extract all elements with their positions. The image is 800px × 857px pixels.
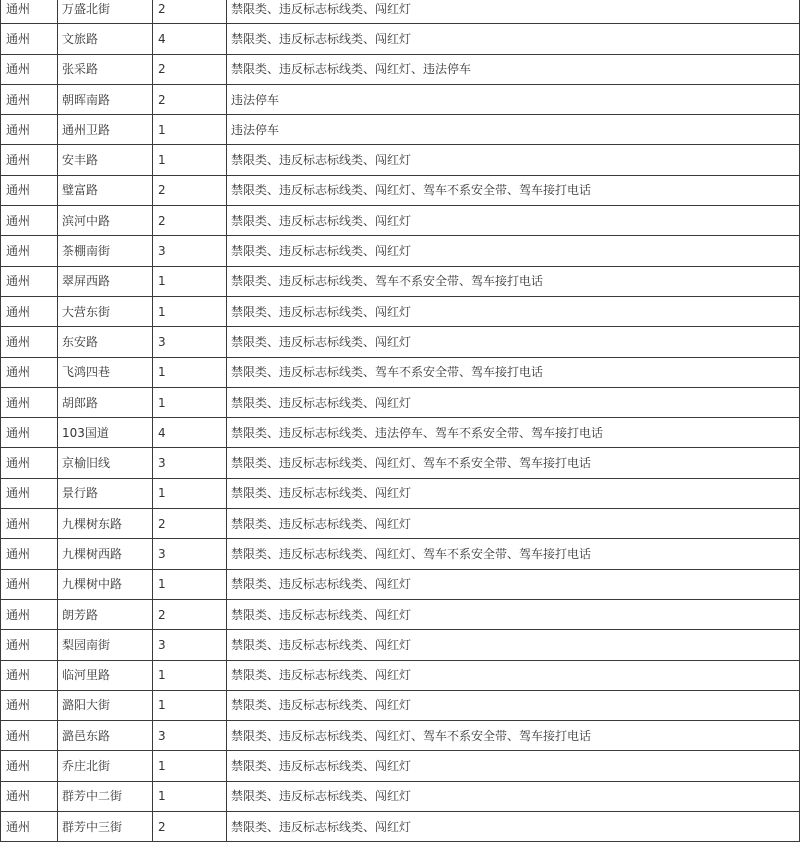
violation-types-cell: 禁限类、违反标志标线类、闯红灯	[227, 145, 800, 175]
count-cell: 2	[153, 175, 227, 205]
count-cell: 1	[153, 660, 227, 690]
count-cell: 1	[153, 357, 227, 387]
road-name-cell: 滨河中路	[58, 206, 153, 236]
count-cell: 1	[153, 781, 227, 811]
table-row	[1, 660, 800, 690]
count-cell: 3	[153, 236, 227, 266]
district-cell: 通州	[1, 266, 58, 296]
table-row	[1, 812, 800, 842]
violation-types-cell: 禁限类、违反标志标线类、驾车不系安全带、驾车接打电话	[227, 357, 800, 387]
violation-types-cell: 禁限类、违反标志标线类、闯红灯、驾车不系安全带、驾车接打电话	[227, 721, 800, 751]
count-cell: 1	[153, 115, 227, 145]
count-cell: 2	[153, 812, 227, 842]
road-name-cell: 群芳中三街	[58, 812, 153, 842]
violation-types-cell: 禁限类、违反标志标线类、闯红灯	[227, 630, 800, 660]
violation-types-cell: 禁限类、违反标志标线类、闯红灯	[227, 236, 800, 266]
district-cell: 通州	[1, 145, 58, 175]
district-cell: 通州	[1, 539, 58, 569]
count-cell: 2	[153, 599, 227, 629]
violation-types-cell: 禁限类、违反标志标线类、驾车不系安全带、驾车接打电话	[227, 266, 800, 296]
count-cell: 3	[153, 721, 227, 751]
violation-types-cell: 违法停车	[227, 84, 800, 114]
count-cell: 4	[153, 24, 227, 54]
road-name-cell: 潞阳大街	[58, 690, 153, 720]
violation-types-cell: 禁限类、违反标志标线类、闯红灯	[227, 387, 800, 417]
violation-types-cell: 禁限类、违反标志标线类、闯红灯	[227, 296, 800, 326]
district-cell: 通州	[1, 599, 58, 629]
violation-types-cell: 禁限类、违反标志标线类、闯红灯	[227, 24, 800, 54]
road-name-cell: 张采路	[58, 54, 153, 84]
district-cell: 通州	[1, 236, 58, 266]
road-name-cell: 茶棚南街	[58, 236, 153, 266]
table-row	[1, 721, 800, 751]
district-cell: 通州	[1, 690, 58, 720]
count-cell: 1	[153, 478, 227, 508]
table-row	[1, 24, 800, 54]
road-name-cell: 京榆旧线	[58, 448, 153, 478]
table-row	[1, 418, 800, 448]
table-row	[1, 630, 800, 660]
count-cell: 1	[153, 266, 227, 296]
district-cell: 通州	[1, 751, 58, 781]
count-cell: 1	[153, 145, 227, 175]
road-name-cell: 群芳中二街	[58, 781, 153, 811]
table-row	[1, 206, 800, 236]
violation-types-cell: 禁限类、违反标志标线类、闯红灯	[227, 509, 800, 539]
table-row	[1, 599, 800, 629]
district-cell: 通州	[1, 812, 58, 842]
road-name-cell: 安丰路	[58, 145, 153, 175]
district-cell: 通州	[1, 387, 58, 417]
table-row	[1, 387, 800, 417]
count-cell: 2	[153, 54, 227, 84]
violation-types-cell: 禁限类、违反标志标线类、违法停车、驾车不系安全带、驾车接打电话	[227, 418, 800, 448]
district-cell: 通州	[1, 84, 58, 114]
road-name-cell: 大营东街	[58, 296, 153, 326]
district-cell: 通州	[1, 357, 58, 387]
violation-types-cell: 禁限类、违反标志标线类、闯红灯	[227, 599, 800, 629]
violation-types-cell: 禁限类、违反标志标线类、闯红灯	[227, 690, 800, 720]
violation-types-cell: 禁限类、违反标志标线类、闯红灯、驾车不系安全带、驾车接打电话	[227, 539, 800, 569]
table-row	[1, 539, 800, 569]
count-cell: 2	[153, 206, 227, 236]
district-cell: 通州	[1, 660, 58, 690]
table-row	[1, 296, 800, 326]
district-cell: 通州	[1, 175, 58, 205]
table-body	[1, 0, 800, 842]
table-row	[1, 266, 800, 296]
road-name-cell: 梨园南街	[58, 630, 153, 660]
violation-types-cell: 禁限类、违反标志标线类、闯红灯	[227, 751, 800, 781]
district-cell: 通州	[1, 509, 58, 539]
table-row	[1, 115, 800, 145]
table-row	[1, 357, 800, 387]
violation-types-cell: 违法停车	[227, 115, 800, 145]
count-cell: 4	[153, 418, 227, 448]
table-row	[1, 478, 800, 508]
road-name-cell: 文旅路	[58, 24, 153, 54]
road-name-cell: 潞邑东路	[58, 721, 153, 751]
road-name-cell: 朗芳路	[58, 599, 153, 629]
table-row	[1, 84, 800, 114]
count-cell: 1	[153, 296, 227, 326]
count-cell: 1	[153, 387, 227, 417]
road-name-cell: 东安路	[58, 327, 153, 357]
road-name-cell: 飞鸿四巷	[58, 357, 153, 387]
road-name-cell: 翠屏西路	[58, 266, 153, 296]
table-row	[1, 54, 800, 84]
violation-types-cell: 禁限类、违反标志标线类、闯红灯	[227, 478, 800, 508]
table-row	[1, 751, 800, 781]
district-cell: 通州	[1, 630, 58, 660]
road-name-cell: 九棵树西路	[58, 539, 153, 569]
district-cell: 通州	[1, 418, 58, 448]
table-row	[1, 175, 800, 205]
violation-types-cell: 禁限类、违反标志标线类、闯红灯	[227, 327, 800, 357]
table-row	[1, 327, 800, 357]
table-row	[1, 569, 800, 599]
road-name-cell: 乔庄北街	[58, 751, 153, 781]
table-row	[1, 690, 800, 720]
road-name-cell: 朝晖南路	[58, 84, 153, 114]
violation-types-cell: 禁限类、违反标志标线类、闯红灯	[227, 812, 800, 842]
road-name-cell: 九棵树中路	[58, 569, 153, 599]
count-cell: 1	[153, 751, 227, 781]
violation-types-cell: 禁限类、违反标志标线类、闯红灯	[227, 569, 800, 599]
road-name-cell: 临河里路	[58, 660, 153, 690]
violation-types-cell: 禁限类、违反标志标线类、闯红灯、驾车不系安全带、驾车接打电话	[227, 175, 800, 205]
district-cell: 通州	[1, 0, 58, 24]
count-cell: 2	[153, 509, 227, 539]
district-cell: 通州	[1, 569, 58, 599]
road-name-cell: 103国道	[58, 418, 153, 448]
violation-types-cell: 禁限类、违反标志标线类、闯红灯	[227, 0, 800, 24]
count-cell: 2	[153, 84, 227, 114]
table-row	[1, 448, 800, 478]
count-cell: 3	[153, 630, 227, 660]
table-row	[1, 145, 800, 175]
district-cell: 通州	[1, 296, 58, 326]
district-cell: 通州	[1, 115, 58, 145]
violation-types-cell: 禁限类、违反标志标线类、闯红灯	[227, 781, 800, 811]
count-cell: 1	[153, 690, 227, 720]
violation-types-cell: 禁限类、违反标志标线类、闯红灯、违法停车	[227, 54, 800, 84]
district-cell: 通州	[1, 24, 58, 54]
table-row	[1, 0, 800, 24]
count-cell: 3	[153, 327, 227, 357]
road-name-cell: 万盛北街	[58, 0, 153, 24]
road-name-cell: 胡郎路	[58, 387, 153, 417]
road-name-cell: 景行路	[58, 478, 153, 508]
count-cell: 1	[153, 569, 227, 599]
district-cell: 通州	[1, 448, 58, 478]
violation-types-cell: 禁限类、违反标志标线类、闯红灯	[227, 660, 800, 690]
district-cell: 通州	[1, 206, 58, 236]
table-row	[1, 236, 800, 266]
district-cell: 通州	[1, 721, 58, 751]
district-cell: 通州	[1, 478, 58, 508]
district-cell: 通州	[1, 327, 58, 357]
table-row	[1, 781, 800, 811]
violation-types-cell: 禁限类、违反标志标线类、闯红灯、驾车不系安全带、驾车接打电话	[227, 448, 800, 478]
road-name-cell: 九棵树东路	[58, 509, 153, 539]
district-cell: 通州	[1, 54, 58, 84]
violation-types-cell: 禁限类、违反标志标线类、闯红灯	[227, 206, 800, 236]
count-cell: 3	[153, 539, 227, 569]
district-cell: 通州	[1, 781, 58, 811]
road-name-cell: 通州卫路	[58, 115, 153, 145]
count-cell: 3	[153, 448, 227, 478]
road-name-cell: 璧富路	[58, 175, 153, 205]
count-cell: 2	[153, 0, 227, 24]
table-row	[1, 509, 800, 539]
